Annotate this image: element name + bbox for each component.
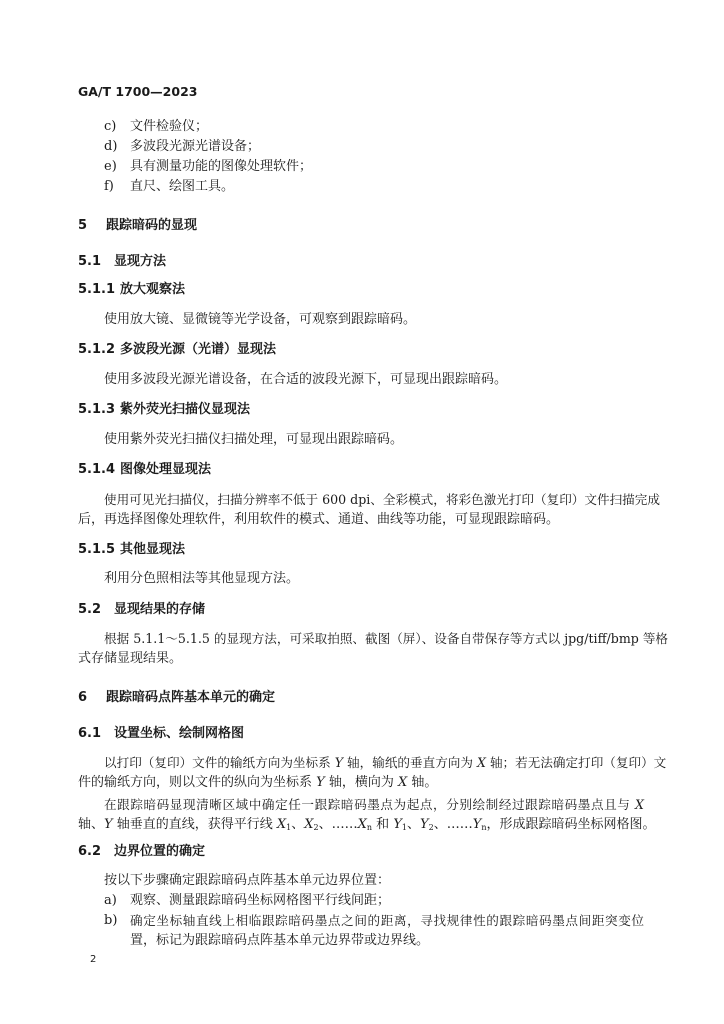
list-item xyxy=(104,158,313,176)
subsection-heading xyxy=(78,401,250,419)
axis-variable: Y xyxy=(316,775,325,790)
subsection-heading xyxy=(78,461,211,479)
list-item-mark: f) xyxy=(104,179,114,194)
section-title: 跟踪暗码的显现 xyxy=(106,218,198,233)
list-item-mark: d) xyxy=(104,139,118,154)
list-item xyxy=(104,912,644,930)
list-item-text: 观察、测量跟踪暗码坐标网格图平行线间距； xyxy=(130,893,391,908)
list-item-text: 多波段光源光谱设备； xyxy=(130,139,261,154)
axis-variable: X xyxy=(398,775,408,790)
section-number: 5.1.5 xyxy=(78,542,116,557)
section-number: 5.2 xyxy=(78,602,102,617)
paragraph-line: 轴、Y 轴垂直的直线，获得平行线 $X_1$、$X_2$、$\dots\dots X_n$ 和 $Y_1$、$Y_2$、$\dots\dots Y_n$，形成跟踪暗码坐标网格图。 xyxy=(78,817,656,832)
section-title: 放大观察法 xyxy=(120,282,186,297)
list-item xyxy=(104,892,391,910)
section-heading xyxy=(78,689,275,707)
page-number: 2 xyxy=(90,954,97,965)
list-item-text: 文件检验仪； xyxy=(130,119,209,134)
paragraph: 使用放大镜、显微镜等光学设备，可观察到跟踪暗码。 xyxy=(104,312,417,327)
paragraph-line: 式存储显现结果。 xyxy=(78,651,183,666)
paragraph-line: 以打印（复印）文件的输纸方向为坐标系 Y 轴，输纸的垂直方向为 X 轴；若无法确定打印（复印）文 xyxy=(104,755,667,770)
subsection-heading xyxy=(78,281,185,299)
list-item xyxy=(104,178,235,196)
section-number: 5.1.2 xyxy=(78,342,116,357)
section-title: 其他显现法 xyxy=(120,542,186,557)
section-heading xyxy=(78,601,205,619)
section-title: 跟踪暗码点阵基本单元的确定 xyxy=(106,690,276,705)
paragraph-line: 使用可见光扫描仪，扫描分辨率不低于 600 dpi、全彩模式，将彩色激光打印（复印）文件扫描完成 xyxy=(104,492,660,507)
list-item xyxy=(104,138,261,156)
section-number: 6 xyxy=(78,690,88,705)
paragraph-line: 件的输纸方向，则以文件的纵向为坐标系 Y 轴，横向为 X 轴。 xyxy=(78,775,438,790)
section-heading xyxy=(78,843,205,861)
section-title: 紫外荧光扫描仪显现法 xyxy=(120,402,251,417)
subsection-heading xyxy=(78,341,276,359)
axis-variable: Y xyxy=(334,755,344,770)
section-title: 显现方法 xyxy=(114,254,167,269)
section-number: 5.1.1 xyxy=(78,282,116,297)
document-id: GA/T 1700—2023 xyxy=(78,84,198,99)
list-item-text: 直尺、绘图工具。 xyxy=(130,179,235,194)
paragraph: 使用多波段光源光谱设备，在合适的波段光源下，可显现出跟踪暗码。 xyxy=(104,372,508,387)
section-number: 5.1.4 xyxy=(78,462,116,477)
section-title: 图像处理显现法 xyxy=(120,462,212,477)
axis-variable: X xyxy=(476,755,486,770)
list-item-mark: a) xyxy=(104,893,117,908)
section-title: 设置坐标、绘制网格图 xyxy=(114,726,245,741)
section-heading xyxy=(78,253,166,271)
section-number: 5 xyxy=(78,218,88,233)
paragraph: 按以下步骤确定跟踪暗码点阵基本单元边界位置： xyxy=(104,873,391,888)
list-item-text: 确定坐标轴直线上相临跟踪暗码墨点之间的距离，寻找规律性的跟踪暗码墨点间距突变位 xyxy=(130,913,644,928)
paragraph-line: 根据 5.1.1～5.1.5 的显现方法，可采取拍照、截图（屏）、设备自带保存等方式以 jpg/tiff/bmp 等格 xyxy=(104,631,669,646)
section-number: 6.1 xyxy=(78,726,102,741)
axis-variable: X xyxy=(635,797,644,812)
list-item-text: 具有测量功能的图像处理软件； xyxy=(130,159,313,174)
paragraph-line: 在跟踪暗码显现清晰区域中确定任一跟踪暗码墨点为起点，分别绘制经过跟踪暗码墨点且与 X xyxy=(104,797,644,812)
list-item-mark: b) xyxy=(104,913,118,928)
section-number: 5.1 xyxy=(78,254,102,269)
list-item xyxy=(104,118,209,136)
section-number: 6.2 xyxy=(78,844,102,859)
paragraph-line: 后，再选择图像处理软件，利用软件的模式、通道、曲线等功能，可显现跟踪暗码。 xyxy=(78,512,560,527)
section-heading xyxy=(78,217,197,235)
list-item-mark: e) xyxy=(104,159,117,174)
paragraph: 利用分色照相法等其他显现方法。 xyxy=(104,571,300,586)
section-heading xyxy=(78,725,244,743)
subsection-heading xyxy=(78,541,185,559)
paragraph: 使用紫外荧光扫描仪扫描处理，可显现出跟踪暗码。 xyxy=(104,432,404,447)
list-item-mark: c) xyxy=(104,119,117,134)
section-title: 显现结果的存储 xyxy=(114,602,206,617)
section-title: 边界位置的确定 xyxy=(114,844,206,859)
list-item-continuation: 置，标记为跟踪暗码点阵基本单元边界带或边界线。 xyxy=(130,933,430,948)
section-number: 5.1.3 xyxy=(78,402,116,417)
section-title: 多波段光源（光谱）显现法 xyxy=(120,342,277,357)
